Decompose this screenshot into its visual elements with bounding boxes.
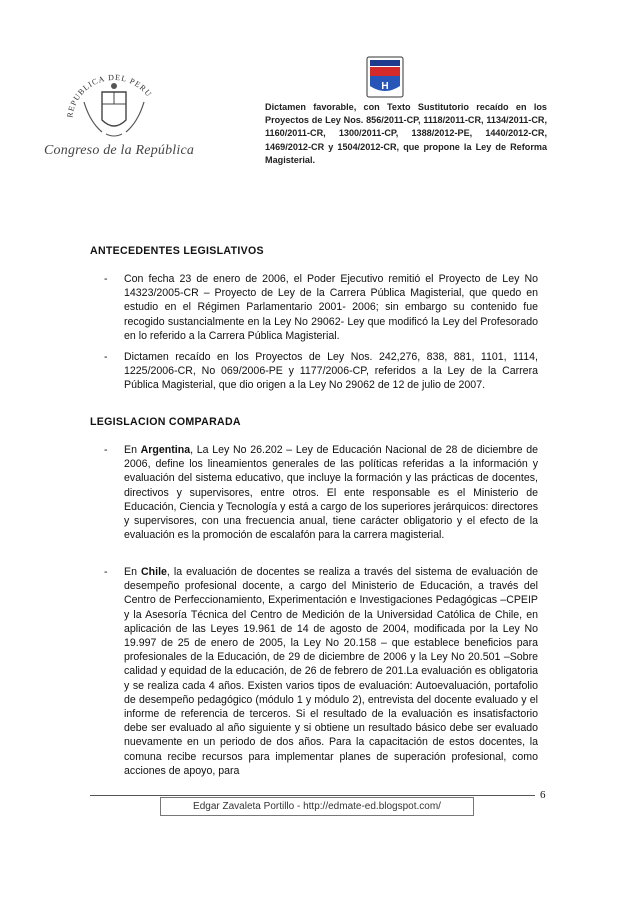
- list-bullet: -: [104, 566, 108, 578]
- list-item-text: [124, 443, 538, 542]
- item-body: , La Ley No 26.202 – Ley de Educación Nacional de 28 de diciembre de 2006, define los lineamientos generales de las políticas referidas a la información y evaluación del sistema educativo, que incluye la formación y las prácticas de docentes, directivos y supervisores, entre otros. El ente responsable es el Ministerio de Educación, Ciencia y Tecnología y está a cargo de los superiores jerárquicos: directores y supervisores, con una frecuencia anual, tiene carácter obligatorio y el efecto de la evaluación es la promoción de escalafón para la carrera magisterial.: [124, 444, 539, 542]
- list-bullet: -: [104, 351, 108, 363]
- country-name: Argentina: [140, 444, 191, 456]
- page-number: 6: [540, 789, 546, 801]
- item-prefix: En: [124, 444, 141, 456]
- list-bullet: -: [104, 273, 108, 285]
- list-item-text: Dictamen recaído en los Proyectos de Ley Nos. 242,276, 838, 881, 1101, 1114, 1225/2006-CR, No 069/2006-PE y 1177/2006-CP, referidos a la Ley de la Carrera Pública Magisterial, que dio origen a la Ley No 29062 de 12 de julio de 2007.: [124, 351, 538, 392]
- institution-badge-logo: [366, 56, 404, 98]
- list-item: [104, 350, 538, 393]
- item-body: , la evaluación de docentes se realiza a través del sistema de evaluación de desempeño profesional docente, a cargo del Ministerio de Educación, a través del Centro de Perfeccionamiento, Experimentación e Investigaciones Pedagógicas –CPEIP y la Asesoría Técnica del Centro de Medición de la Universidad Católica de Chile, en aplicación de las Leyes 19.961 de 14 de agosto de 2004, modificada por la Ley No 19.997 de 25 de enero de 2005, la Ley No 20.158 – que establece beneficios para profesionales de la Educación, de 29 de diciembre de 2006 y la Ley No 20.501 –Sobre calidad y equidad de la educación, de 26 de febrero de 201.La evaluación es obligatoria y se realiza cada 4 años. Existen varios tipos de evaluación: Autoevaluación, portafolio de desempeño pedagógico (módulo 1 y módulo 2), entrevista del docente evaluado y el informe de referencia de terceros. Si el resultado de la evaluación es insatisfactorio debe ser evaluado al año siguiente y si obtiene un resultado básico debe ser evaluado nuevamente en un periodo de dos años. Para la capacitación de estos docentes, la comuna recibe recursos para implementar planes de superación profesional, como acciones de apoyo, para: [124, 566, 538, 777]
- list-item-text: [124, 565, 538, 778]
- list-item: [104, 565, 538, 778]
- list-item-text: Con fecha 23 de enero de 2006, el Poder Ejecutivo remitió el Proyecto de Ley No 14323/2005-CR – Proyecto de Ley de la Carrera Pública Magisterial, que quedo en estudio en el Régimen Parlamentario 2001- 2006; sin embargo su contenido fue recogido sustancialmente en la Ley No 29062- Ley que modificó la Ley del Profesorado en lo referido a la Carrera Pública Magisterial.: [124, 273, 538, 342]
- footer-divider: [90, 795, 535, 796]
- list-bullet: -: [104, 444, 108, 456]
- badge-letter: H: [381, 81, 389, 92]
- heading-legislacion: LEGISLACION COMPARADA: [90, 416, 241, 428]
- seal-arc-text: REPUBLICA DEL PERU: [65, 72, 154, 119]
- dictamen-header: Dictamen favorable, con Texto Sustitutorio recaído en los Proyectos de Ley Nos. 856/2011-CP, 1118/2011-CR, 1134/2011-CR, 1160/2011-CR, 1300/2011-CP, 1388/2012-PE, 1440/2012-CR, 1469/2012-CR y 1504/2012-CR, que propone la Ley de Reforma Magisterial.: [265, 102, 547, 165]
- list-item: [104, 272, 538, 343]
- country-name: Chile: [141, 566, 167, 578]
- footer-credit: Edgar Zavaleta Portillo - http://edmate-ed.blogspot.com/: [160, 797, 474, 816]
- seal-caption: Congreso de la República: [44, 143, 195, 158]
- item-prefix: En: [124, 566, 141, 578]
- heading-antecedentes: ANTECEDENTES LEGISLATIVOS: [90, 245, 264, 257]
- list-item: [104, 443, 538, 542]
